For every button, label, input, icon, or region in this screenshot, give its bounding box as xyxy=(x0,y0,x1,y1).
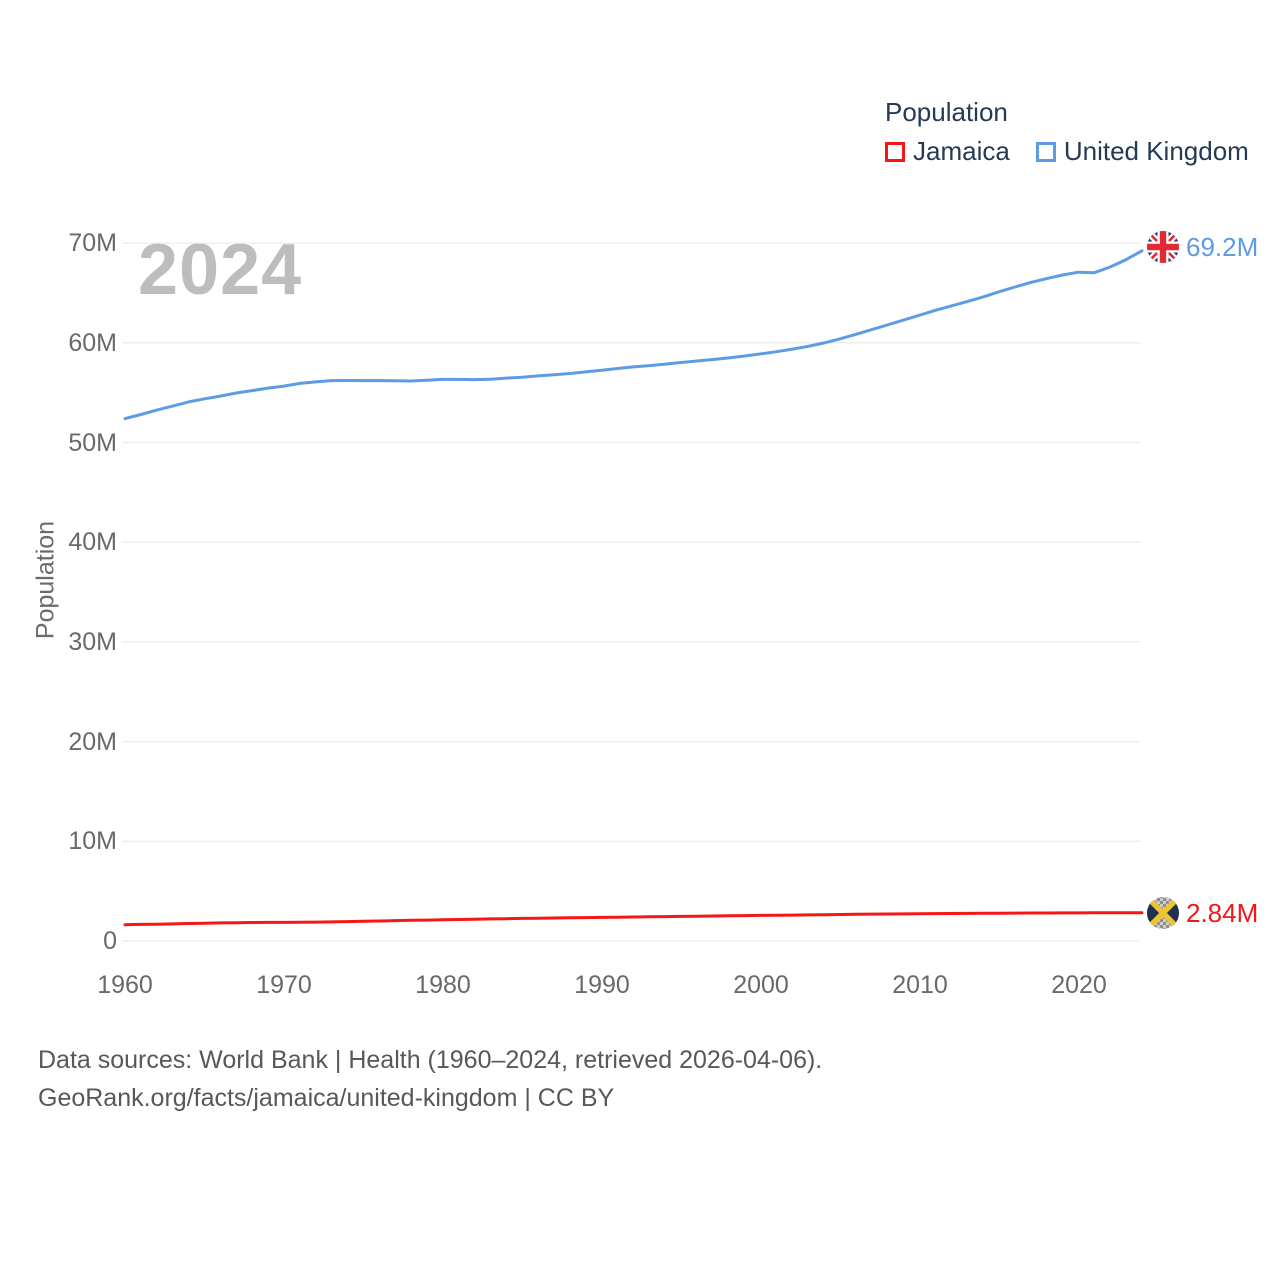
footer-attribution: GeoRank.org/facts/jamaica/united-kingdom | CC BY xyxy=(38,1084,615,1112)
x-tick-1970: 1970 xyxy=(256,971,312,999)
y-tick-0: 0 xyxy=(103,927,117,955)
legend-title: Population xyxy=(885,97,1008,127)
united-kingdom-flag-icon xyxy=(1147,231,1179,263)
x-tick-2000: 2000 xyxy=(733,971,789,999)
x-tick-1980: 1980 xyxy=(415,971,471,999)
watermark-year: 2024 xyxy=(138,230,303,310)
legend-item-united-kingdom-label: United Kingdom xyxy=(1063,136,1249,166)
legend-item-jamaica-label: Jamaica xyxy=(913,136,1010,166)
footer-data-sources: Data sources: World Bank | Health (1960–2024, retrieved 2026-04-06). xyxy=(38,1046,823,1074)
x-tick-1990: 1990 xyxy=(574,971,630,999)
x-tick-1960: 1960 xyxy=(97,971,153,999)
x-tick-2010: 2010 xyxy=(892,971,948,999)
y-tick-50m: 50M xyxy=(68,429,117,457)
jamaica-value-label: 2.84M xyxy=(1186,898,1259,928)
united-kingdom-value-label: 69.2M xyxy=(1186,232,1259,262)
x-tick-2020: 2020 xyxy=(1051,971,1107,999)
y-tick-20m: 20M xyxy=(68,728,117,756)
y-axis-title: Population xyxy=(31,520,60,640)
y-tick-30m: 30M xyxy=(68,628,117,656)
y-tick-10m: 10M xyxy=(68,827,117,855)
jamaica-flag-icon xyxy=(1147,897,1179,929)
y-tick-60m: 60M xyxy=(68,329,117,357)
y-tick-40m: 40M xyxy=(68,528,117,556)
y-tick-70m: 70M xyxy=(68,229,117,257)
